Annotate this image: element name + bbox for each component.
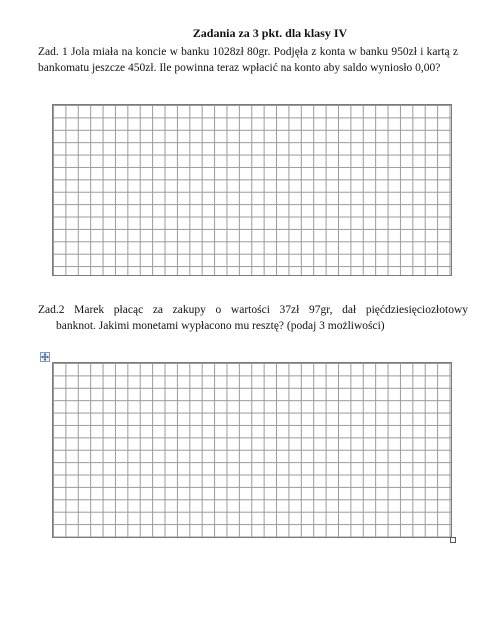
- task-2-line-2: banknot. Jakimi monetami wypłacono mu resztę? (podaj 3 możliwości): [56, 320, 385, 332]
- document-title: Zadania za 3 pkt. dla klasy IV: [192, 26, 348, 40]
- task-2-line-1: Zad.2 Marek płacąc za zakupy o wartości 37zł 97gr, dał pięćdziesięciozłotowy: [38, 304, 468, 316]
- resize-square-icon[interactable]: [450, 537, 456, 543]
- move-arrows-glyph: [41, 353, 49, 361]
- answer-grid-task-2[interactable]: [52, 362, 452, 538]
- task-2-text: [38, 302, 468, 334]
- answer-grid-task-1[interactable]: [52, 104, 452, 276]
- task-1-text: Zad. 1 Jola miała na koncie w banku 1028zł 80gr. Podjęła z konta w banku 950zł i kartą z bankomatu jeszcze 450zł. Ile powinna teraz wpłacić na konto aby saldo wyniosło 0,00?: [38, 46, 458, 74]
- move-arrows-icon[interactable]: [40, 352, 50, 362]
